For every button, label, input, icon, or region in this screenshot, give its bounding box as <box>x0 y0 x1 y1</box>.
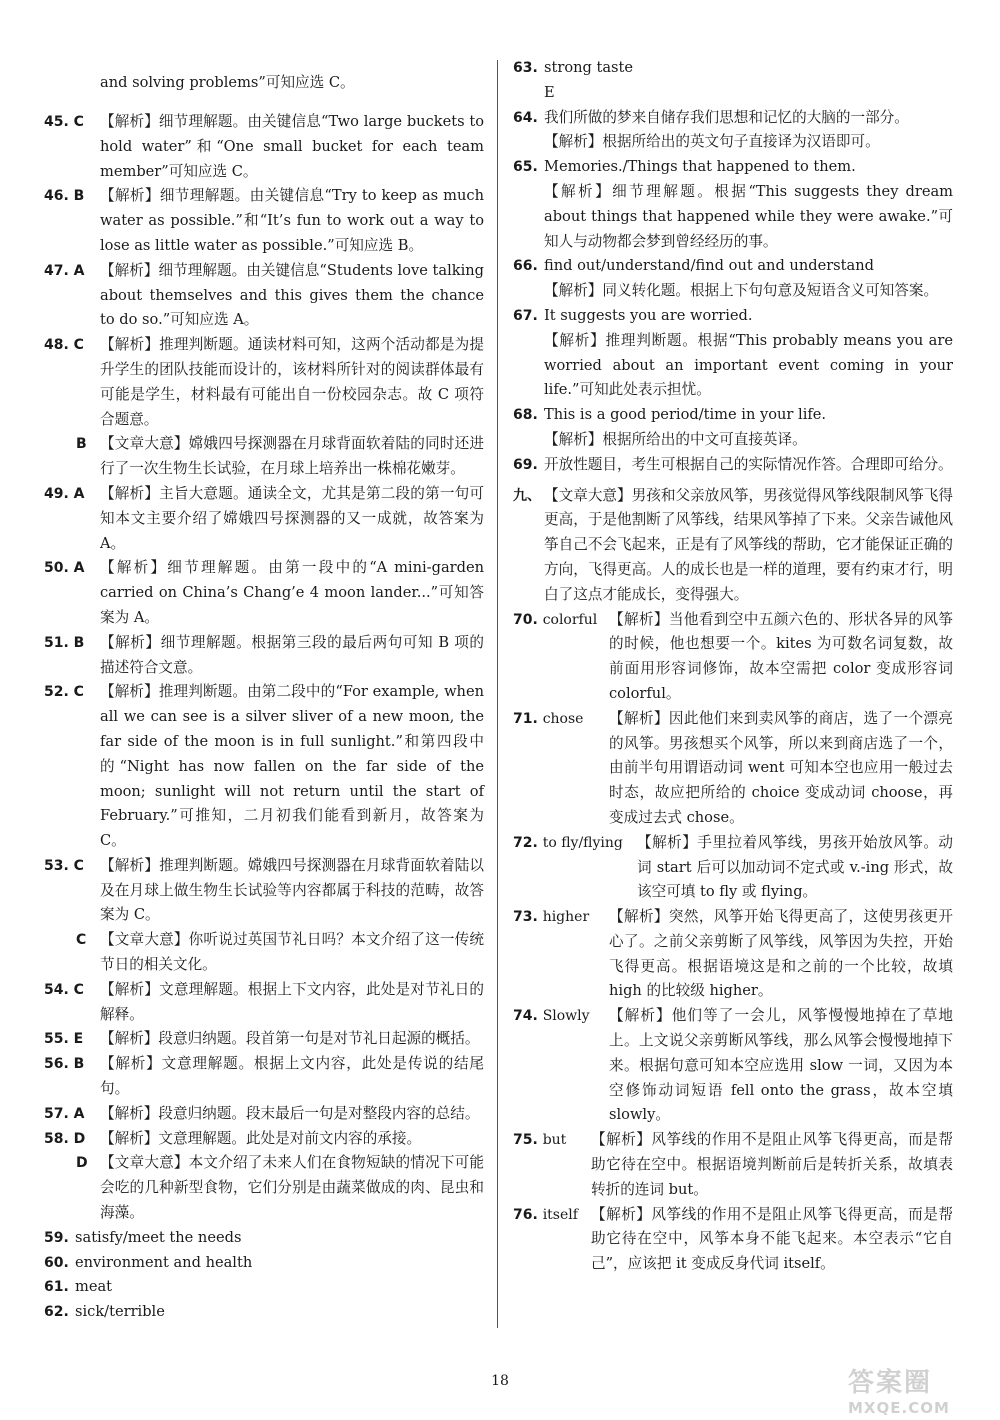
item-text: 【解析】推理判断题。由第二段中的“For example, when all we can see is a silver sliver of a new moon, the far side of the moon is in full sunlight.”和第四段中的“Night has now fallen on the far side of the moon; sunlight will not return until the start of February.”可推知，二月初我们能看到新月，故答案为 C。 <box>100 683 484 850</box>
item-text: 【解析】细节理解题。根据“This suggests they dream about things that happened while they were awake.”可知人与动物都会梦到曾经经历的事。 <box>544 182 953 250</box>
item-text: 【解析】推理判断题。根据“This probably means you are worried about an important event coming in your life.”可知此处表示担忧。 <box>544 331 953 399</box>
item-number: 67. <box>513 307 538 324</box>
answer-word: higher <box>542 909 590 926</box>
item-number: 70. colorful <box>513 611 598 628</box>
item-text: 【解析】细节理解题。根据第三段的最后两句可知 B 项的描述符合文意。 <box>100 633 484 676</box>
item-text: 【解析】风筝线的作用不是阻止风筝飞得更高，而是帮助它待在空中，风筝本身不能飞起来。本空表示“它自己”，应该把 it 变成反身代词 itself。 <box>591 1205 953 1273</box>
item-text: 【解析】细节理解题。由关键信息“Two large buckets to hold water”和“One small bucket for each team member”可知应选 C。 <box>100 112 484 180</box>
item-text: 【解析】细节理解题。由关键信息“Students love talking about themselves and this gives them the chance to do so.”可知应选 A。 <box>100 261 484 329</box>
item-text: 【解析】根据所给出的中文可直接英译。 <box>544 430 807 448</box>
item-text: 【解析】因此他们来到卖风筝的商店，选了一个漂亮的风筝。男孩想买个风筝，所以来到商店选了一个，由前半句用谓语动词 went 可知本空也应用一般过去时态，故应把所给的 choice 变成动词 choose，再变成过去式 chose。 <box>609 709 953 826</box>
watermark-logo <box>848 1362 988 1416</box>
answer-word: chose <box>542 710 584 727</box>
answer-item <box>44 1300 484 1325</box>
item-text: 【解析】段意归纳题。段末最后一句是对整段内容的总结。 <box>100 1104 480 1122</box>
item-number: 73. higher <box>513 909 590 926</box>
item-text: This is a good period/time in your life. <box>544 406 827 424</box>
item-text: 【解析】推理判断题。通读材料可知，这两个活动都是为提升学生的团队技能而设计的，该材料所针对的阅读群体最有可能是学生，材料最有可能出自一份校园杂志。故 C 项符合题意。 <box>100 336 484 428</box>
answer-item <box>513 1004 953 1128</box>
item-text: 【解析】主旨大意题。通读全文，尤其是第二段的第一句可知本文主要介绍了嫦娥四号探测器的又一成就，故答案为 A。 <box>100 484 484 552</box>
item-number: 45. C <box>44 113 84 130</box>
item-number: 51. B <box>44 634 85 651</box>
continued-text: and solving problems”可知应选 C。 <box>100 73 355 91</box>
item-text: 【解析】段意归纳题。段首第一句是对节礼日起源的概括。 <box>100 1030 480 1048</box>
item-number: 65. <box>513 159 538 176</box>
item-text: 【解析】根据所给出的英文句子直接译为汉语即可。 <box>544 133 880 151</box>
answer-item <box>44 854 484 928</box>
answer-item <box>44 631 484 681</box>
answer-item <box>513 130 953 155</box>
item-text: Memories./Things that happened to them. <box>544 158 856 176</box>
watermark-line1: 答案圈 <box>848 1368 933 1398</box>
summary-item <box>44 928 484 978</box>
summary-item <box>44 1151 484 1225</box>
item-number: 61. <box>44 1279 69 1296</box>
item-text: sick/terrible <box>75 1303 165 1321</box>
item-number: 48. C <box>44 337 84 354</box>
answer-item <box>44 333 484 432</box>
item-text: 开放性题目，考生可根据自己的实际情况作答。合理即可给分。 <box>544 455 953 473</box>
item-text: E <box>544 83 555 101</box>
answer-item <box>44 680 484 854</box>
item-number: 46. B <box>44 188 85 205</box>
answer-item <box>44 978 484 1028</box>
answer-item <box>44 259 484 333</box>
answer-item <box>513 81 953 106</box>
item-number: 52. C <box>44 684 84 701</box>
summary-tag: C <box>76 932 87 949</box>
answer-item <box>513 905 953 1004</box>
answer-item <box>44 1102 484 1127</box>
answer-item <box>513 329 953 403</box>
answer-word: Slowly <box>542 1008 590 1025</box>
answer-item <box>44 482 484 556</box>
item-text: 【解析】当他看到空中五颜六色的、形状各异的风筝的时候，他也想要一个。kites 为可数名词复数，故前面用形容词修饰，故本空需把 color 变成形容词 colorful。 <box>609 610 953 702</box>
answer-item <box>513 56 953 81</box>
item-number: 49. A <box>44 485 85 502</box>
answer-item <box>513 1128 953 1202</box>
item-text: 【解析】手里拉着风筝线，男孩开始放风筝。动词 start 后可以加动词不定式或 v.-ing 形式，故该空可填 to fly 或 flying。 <box>637 833 953 901</box>
item-text: 【解析】细节理解题。由关键信息“Try to keep as much water as possible.”和“It’s fun to work out a way to lose as little water as possible.”可知应选 B。 <box>100 187 484 254</box>
item-number: 59. <box>44 1229 69 1246</box>
answer-item <box>44 1275 484 1300</box>
answer-word: to fly/flying <box>542 834 623 851</box>
column-divider <box>497 60 498 1328</box>
item-text: 【解析】他们等了一会儿，风筝慢慢地掉在了草地上。上文说父亲剪断风筝线，那么风筝会慢慢地掉下来。根据句意可知本空应选用 slow 一词，又因为本空修饰动词短语 fell onto the grass，故本空填 slowly。 <box>609 1007 953 1124</box>
item-number: 64. <box>513 109 538 126</box>
item-number: 63. <box>513 60 538 76</box>
summary-text: 【文章大意】你听说过英国节礼日吗？本文介绍了这一传统节日的相关文化。 <box>100 931 484 974</box>
item-number: 71. chose <box>513 710 584 727</box>
item-text: satisfy/meet the needs <box>75 1228 242 1246</box>
summary-item <box>44 432 484 482</box>
answer-word: colorful <box>542 611 598 628</box>
item-text: It suggests you are worried. <box>544 306 753 324</box>
item-number: 76. itself <box>513 1206 578 1223</box>
answer-item <box>513 608 953 707</box>
item-number: 54. C <box>44 981 84 998</box>
item-number: 66. <box>513 258 538 275</box>
answer-item <box>513 254 953 279</box>
answer-item <box>44 1027 484 1052</box>
item-text: 【解析】突然，风筝开始飞得更高了，这使男孩更开心了。之前父亲剪断了风筝线，风筝因为失控，开始飞得更高。根据语境这是和之前的一个比较，故填 high 的比较级 higher。 <box>609 908 953 1000</box>
item-text: environment and health <box>75 1253 253 1271</box>
item-text: find out/understand/find out and understand <box>544 257 874 275</box>
answer-item <box>513 1203 953 1277</box>
answer-item <box>44 1251 484 1276</box>
answer-item <box>513 155 953 180</box>
answer-item <box>513 180 953 254</box>
item-text: 【解析】风筝线的作用不是阻止风筝飞得更高，而是帮助它待在空中。根据语境判断前后是转折关系，故填表转折的连词 but。 <box>591 1131 953 1198</box>
item-text: 【解析】细节理解题。由第一段中的“A mini-garden carried on China’s Chang’e 4 moon lander...”可知答案为 A。 <box>100 559 484 626</box>
item-text: strong taste <box>544 59 634 76</box>
item-number: 56. B <box>44 1056 85 1073</box>
item-number: 53. C <box>44 857 84 874</box>
answer-item <box>513 106 953 131</box>
item-number: 68. <box>513 407 538 424</box>
answer-item <box>44 110 484 184</box>
item-number: 50. A <box>44 560 85 577</box>
left-column <box>44 56 484 1325</box>
answer-item <box>44 1052 484 1102</box>
answer-word: itself <box>542 1206 578 1223</box>
answer-item <box>513 403 953 428</box>
answer-item <box>44 556 484 630</box>
answer-item <box>513 831 953 905</box>
item-number: 58. D <box>44 1130 86 1147</box>
section-summary <box>513 484 953 608</box>
summary-tag: B <box>76 436 87 453</box>
item-number: 62. <box>44 1304 69 1321</box>
item-text: 【解析】文意理解题。根据上文内容，此处是传说的结尾句。 <box>100 1055 484 1098</box>
item-text: 【解析】文意理解题。根据上下文内容，此处是对节礼日的解释。 <box>100 980 484 1023</box>
item-text: 【解析】同义转化题。根据上下句句意及短语含义可知答案。 <box>544 282 939 300</box>
section-number: 九、 <box>513 487 541 504</box>
right-column <box>513 56 953 1277</box>
item-number: 47. A <box>44 262 85 279</box>
summary-tag: D <box>76 1155 88 1172</box>
answer-item <box>44 1127 484 1152</box>
item-number: 57. A <box>44 1105 85 1122</box>
answer-item <box>44 184 484 258</box>
page-number: 18 <box>491 1373 509 1389</box>
answer-item <box>513 453 953 478</box>
item-text: 【解析】文意理解题。此处是对前文内容的承接。 <box>100 1129 422 1147</box>
answer-item <box>513 279 953 304</box>
answer-item <box>513 428 953 453</box>
section-text: 【文章大意】男孩和父亲放风筝，男孩觉得风筝线限制风筝飞得更高，于是他割断了风筝线，结果风筝掉了下来。父亲告诫他风筝自己不会飞起来，正是有了风筝线的帮助，它才能保证正确的方向，飞得更高。人的成长也是一样的道理，要有约束才行，明白了这点才能成长，变得强大。 <box>544 486 953 603</box>
item-number: 55. E <box>44 1031 84 1048</box>
summary-text: 【文章大意】嫦娥四号探测器在月球背面软着陆的同时还进行了一次生物生长试验，在月球上培养出一株棉花嫩芽。 <box>100 435 484 478</box>
item-number: 75. but <box>513 1132 567 1149</box>
item-number: 69. <box>513 456 538 473</box>
answer-item <box>44 1226 484 1251</box>
answer-item <box>513 707 953 831</box>
answer-word: but <box>542 1132 567 1149</box>
item-number: 72. to fly/flying <box>513 834 623 851</box>
summary-text: 【文章大意】本文介绍了未来人们在食物短缺的情况下可能会吃的几种新型食物，它们分别是由蔬菜做成的肉、昆虫和海藻。 <box>100 1154 484 1222</box>
watermark-line2: MXQE.COM <box>848 1399 950 1417</box>
item-number: 74. Slowly <box>513 1008 590 1025</box>
item-text: meat <box>75 1278 113 1296</box>
item-text: 我们所做的梦来自储存我们思想和记忆的大脑的一部分。 <box>544 108 909 126</box>
item-number: 60. <box>44 1254 69 1271</box>
answer-item <box>513 304 953 329</box>
item-text: 【解析】推理判断题。嫦娥四号探测器在月球背面软着陆以及在月球上做生物生长试验等内容都属于科技的范畴，故答案为 C。 <box>100 856 484 924</box>
